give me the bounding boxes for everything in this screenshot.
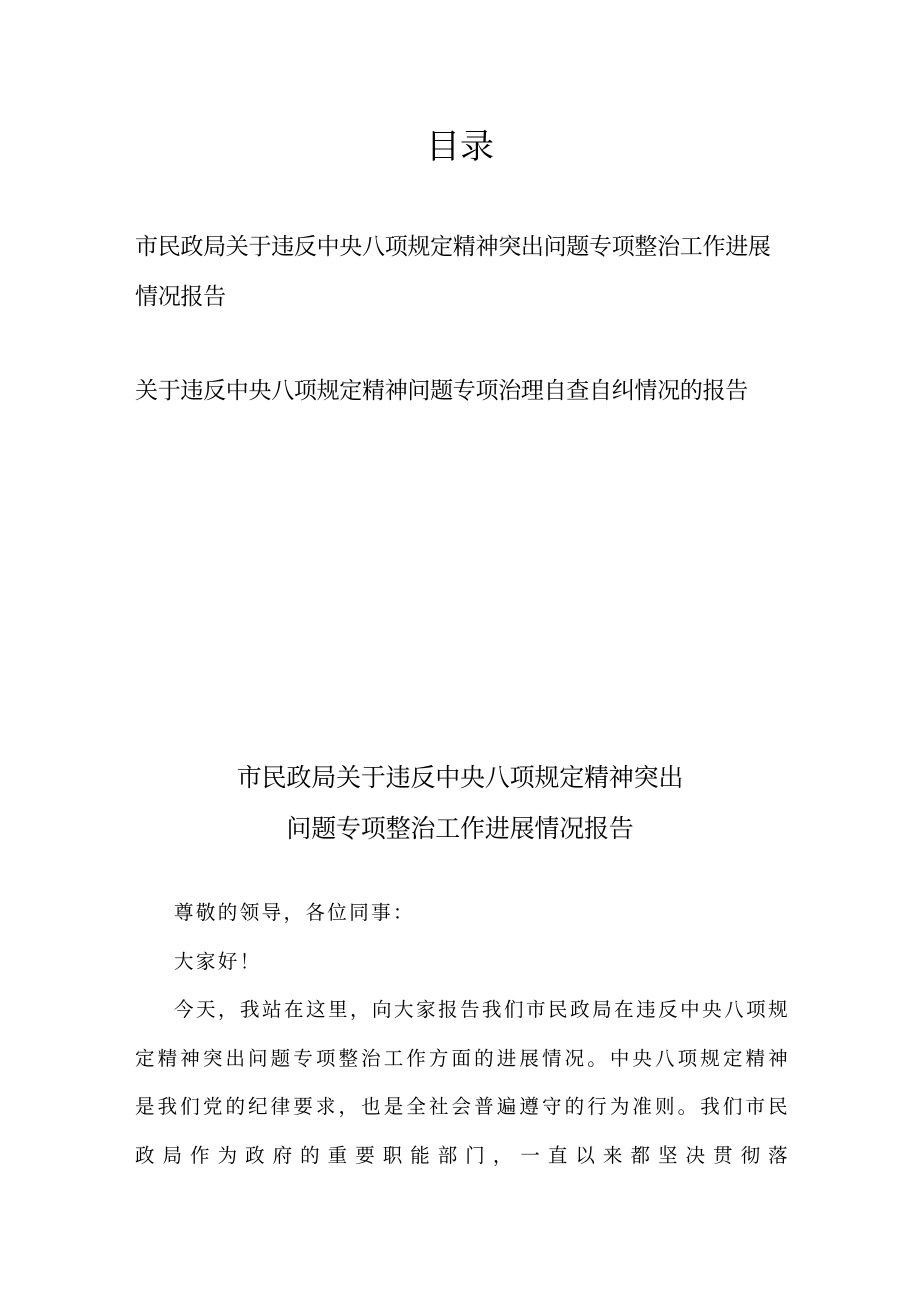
paragraph: 今天，我站在这里，向大家报告我们市民政局在违反中央八项规定精神突出问题专项整治工作方面的进展情况。中央八项规定精神是我们党的纪律要求，也是全社会普遍遵守的行为准则。我们市民政局作为政府的重要职能部门，一直以来都坚决贯彻落 [135,998,790,1167]
toc-title: 目录 [426,127,494,167]
document-body [135,889,790,1180]
document-title-line2: 问题专项整治工作进展情况报告 [286,814,634,843]
document-title [0,752,920,854]
document-title-line1: 市民政局关于违反中央八项规定精神突出 [236,763,684,792]
greeting: 大家好！ [174,949,262,973]
toc-item-2-line1: 关于违反中央八项规定精神问题专项治理自查自纠情况的报告 [135,378,748,404]
toc-list [135,222,805,460]
toc-item-1-line1: 市民政局关于违反中央八项规定精神突出问题专项整治工作进展 [135,234,771,260]
toc-item-1-line2: 情况报告 [135,284,226,310]
toc-item-2[interactable] [135,366,805,416]
toc-item-1[interactable] [135,222,805,322]
salutation: 尊敬的领导，各位同事： [174,901,415,924]
